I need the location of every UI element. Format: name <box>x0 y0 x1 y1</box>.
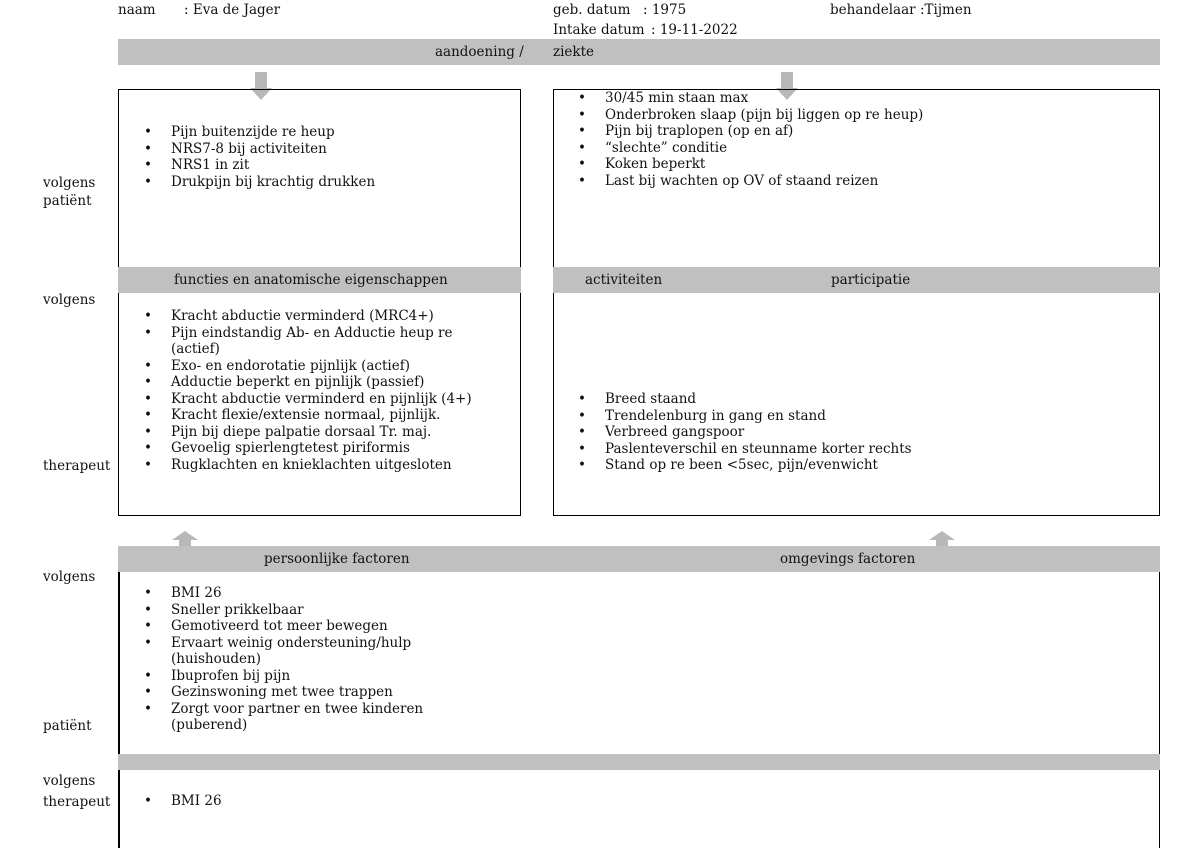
side-label-patient: patiënt <box>43 193 92 209</box>
participation-band-label: participatie <box>831 272 911 288</box>
functions-patient-list <box>144 124 375 190</box>
side-label-therapeut: therapeut <box>43 458 111 474</box>
therapist-label: behandelaar <box>830 2 916 18</box>
list-item: • Ervaart weinig ondersteuning/hulp <box>144 635 423 652</box>
list-item: • Gezinswoning met twee trappen <box>144 684 423 701</box>
continuation-text: (huishouden) <box>171 651 262 667</box>
list-item-continuation <box>144 651 423 668</box>
condition-label-left: aandoening / <box>435 44 524 60</box>
divider-band <box>118 754 1160 770</box>
arrow-up-left-icon <box>178 531 192 546</box>
intake-label: Intake datum <box>553 22 645 38</box>
factors-band <box>118 546 1160 572</box>
intake-value: : 19-11-2022 <box>651 22 738 38</box>
list-item: • Ibuprofen bij pijn <box>144 668 423 685</box>
list-item: • Paslenteverschil en steunname korter rechts <box>578 441 912 458</box>
name-value: : Eva de Jager <box>184 2 281 18</box>
dob-value: : 1975 <box>643 2 687 18</box>
lower-left-border <box>118 572 120 848</box>
list-item: • Drukpijn bij krachtig drukken <box>144 174 375 191</box>
list-item: • Pijn bij diepe palpatie dorsaal Tr. maj. <box>144 424 472 441</box>
arrow-up-right-icon <box>935 531 949 546</box>
name-label: naam <box>118 2 156 18</box>
list-item: • NRS1 in zit <box>144 157 375 174</box>
list-item: • Pijn buitenzijde re heup <box>144 124 375 141</box>
personal-patient-list <box>144 585 423 734</box>
list-item: • Trendelenburg in gang en stand <box>578 408 912 425</box>
personal-therapist-list <box>144 793 222 810</box>
functions-band-label: functies en anatomische eigenschappen <box>174 272 448 288</box>
list-item: • NRS7-8 bij activiteiten <box>144 141 375 158</box>
side-label-volgens: volgens <box>43 292 96 308</box>
side-label-patient: patiënt <box>43 718 92 734</box>
activities-patient-list <box>578 90 923 189</box>
side-label-therapeut: therapeut <box>43 794 111 810</box>
functions-therapist-list <box>144 308 472 473</box>
list-item: • Zorgt voor partner en twee kinderen <box>144 701 423 718</box>
continuation-text: (puberend) <box>171 717 248 733</box>
lower-right-border <box>1159 572 1161 848</box>
list-item: • Last bij wachten op OV of staand reizen <box>578 173 923 190</box>
list-item: • 30/45 min staan max <box>578 90 923 107</box>
personal-factors-label: persoonlijke factoren <box>264 551 410 567</box>
dob-label: geb. datum <box>553 2 631 18</box>
list-item: • Rugklachten en knieklachten uitgesloten <box>144 457 472 474</box>
list-item: • Adductie beperkt en pijnlijk (passief) <box>144 374 472 391</box>
activities-band <box>553 267 1160 293</box>
list-item: • Pijn eindstandig Ab- en Adductie heup re <box>144 325 472 342</box>
list-item: • Kracht flexie/extensie normaal, pijnlijk. <box>144 407 472 424</box>
condition-label-right: ziekte <box>553 44 595 60</box>
list-item: • Kracht abductie verminderd en pijnlijk (4+) <box>144 391 472 408</box>
list-item: • “slechte” conditie <box>578 140 923 157</box>
list-item: • BMI 26 <box>144 793 222 810</box>
list-item: • Stand op re been <5sec, pijn/evenwicht <box>578 457 912 474</box>
side-label-volgens: volgens <box>43 569 96 585</box>
continuation-text: (actief) <box>171 341 220 357</box>
side-label-volgens: volgens <box>43 773 96 789</box>
list-item: • Exo- en endorotatie pijnlijk (actief) <box>144 358 472 375</box>
list-item: • BMI 26 <box>144 585 423 602</box>
activities-band-label: activiteiten <box>585 272 663 288</box>
list-item: • Koken beperkt <box>578 156 923 173</box>
list-item: • Sneller prikkelbaar <box>144 602 423 619</box>
therapist-value: :Tijmen <box>920 2 972 18</box>
list-item: • Pijn bij traplopen (op en af) <box>578 123 923 140</box>
condition-band <box>118 39 1160 65</box>
list-item: • Breed staand <box>578 391 912 408</box>
list-item: • Onderbroken slaap (pijn bij liggen op re heup) <box>578 107 923 124</box>
list-item: • Verbreed gangspoor <box>578 424 912 441</box>
list-item-continuation <box>144 341 472 358</box>
environment-factors-label: omgevings factoren <box>780 551 916 567</box>
list-item: • Gevoelig spierlengtetest piriformis <box>144 440 472 457</box>
activities-therapist-list <box>578 391 912 474</box>
list-item: • Kracht abductie verminderd (MRC4+) <box>144 308 472 325</box>
list-item-continuation <box>144 717 423 734</box>
functions-band <box>118 267 521 293</box>
side-label-volgens: volgens <box>43 175 96 191</box>
list-item: • Gemotiveerd tot meer bewegen <box>144 618 423 635</box>
